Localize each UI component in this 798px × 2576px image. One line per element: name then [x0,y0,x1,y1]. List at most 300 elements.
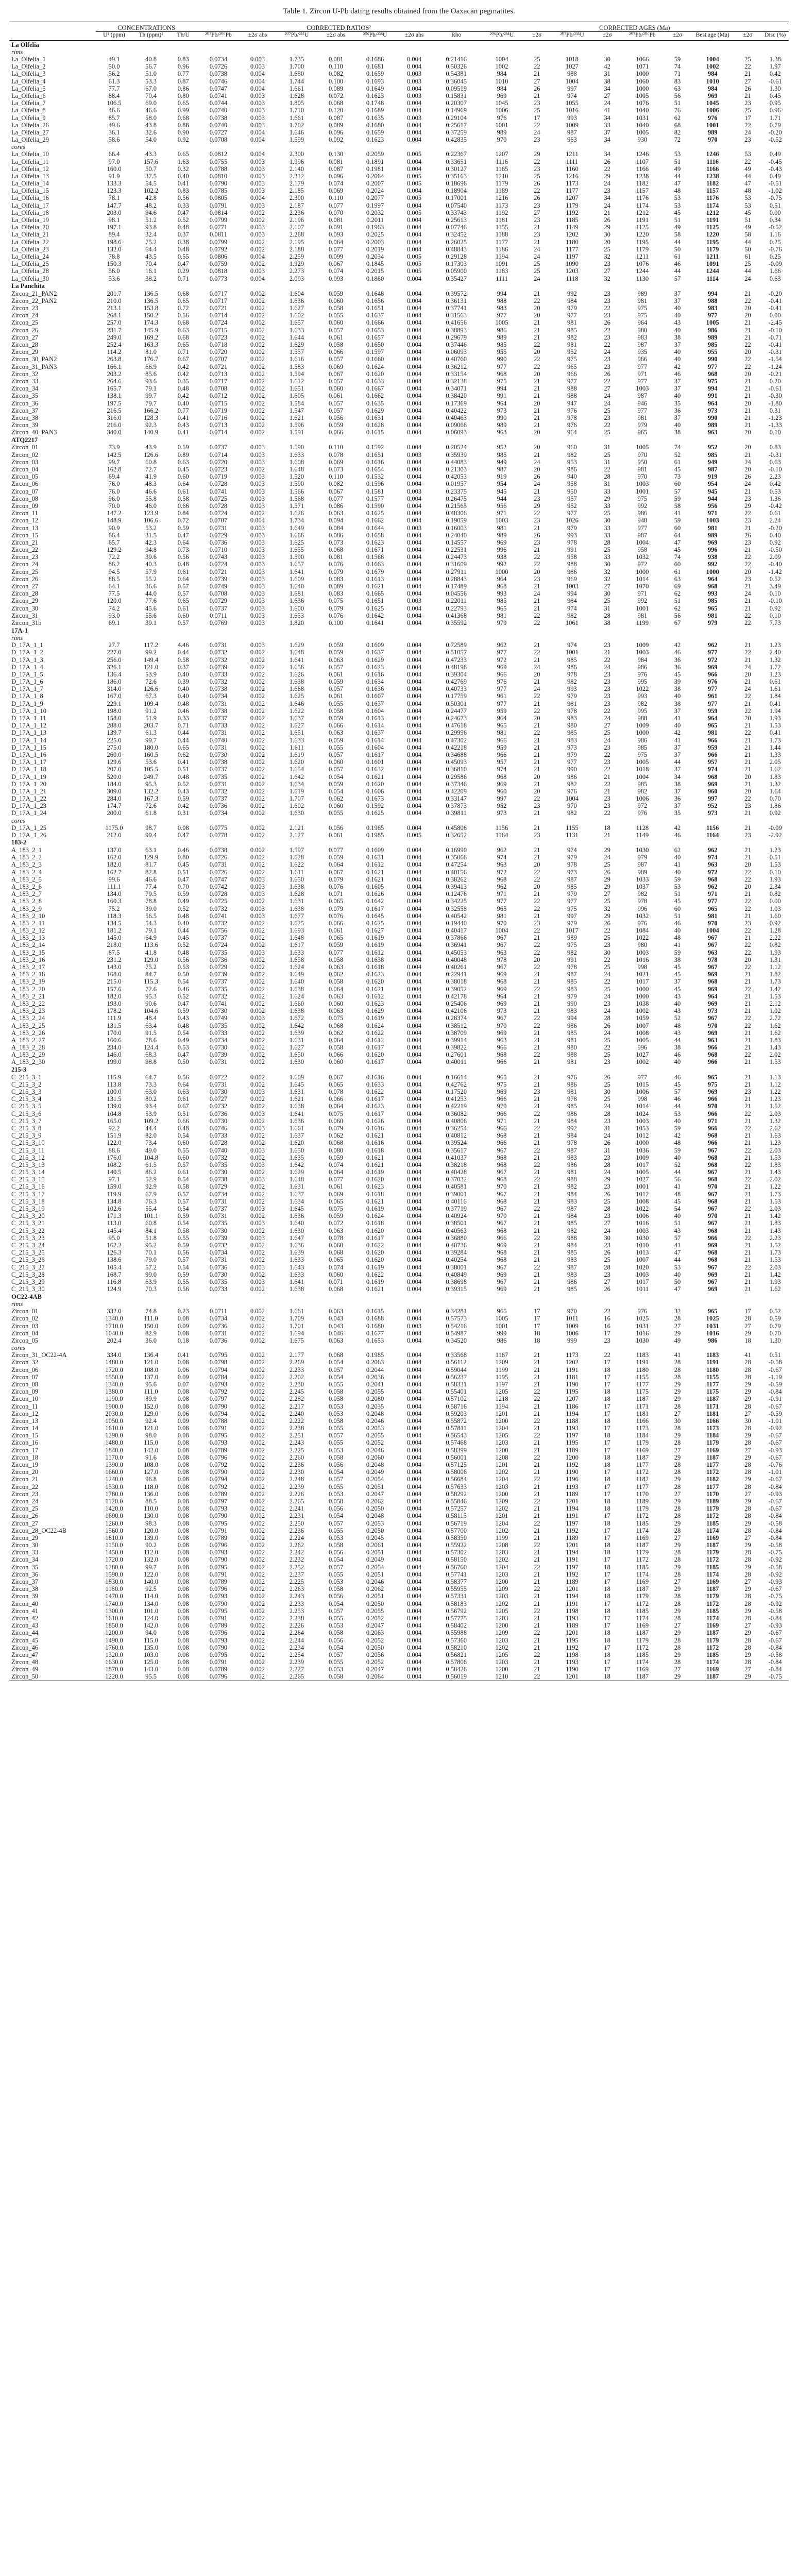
table-cell: 0.002 [250,326,265,334]
table-cell: 77.6 [145,597,157,605]
table-cell: 21 [533,546,540,554]
table-cell: 0.002 [250,868,265,876]
table-cell: 48.2 [145,201,157,209]
table-cell: 84.7 [145,971,157,978]
table-cell: 22 [744,363,751,370]
table-cell: 41 [674,510,681,517]
table-cell: 21 [744,421,751,429]
table-cell: 70.3 [145,1285,157,1293]
table-row [9,729,789,736]
table-cell: 0.52 [177,905,189,912]
table-cell: 0.72 [177,517,189,524]
table-cell: 984 [497,70,507,78]
table-cell: 23 [604,297,610,304]
table-cell: 0.071 [328,1278,344,1285]
table-cell: 1.83 [769,773,781,781]
table-cell: 969 [497,999,507,1007]
table-cell: 0.70 [769,795,781,803]
table-cell: 0.100 [328,619,344,626]
table-row [9,421,789,429]
table-cell: 0.0790 [209,1556,228,1564]
table-cell: 0.27601 [446,1051,467,1059]
table-cell: 982 [567,333,577,341]
table-cell: 40 [674,999,681,1007]
table-cell: 26 [744,473,751,481]
table-cell: 1.73 [769,1190,781,1198]
table-cell: -1.33 [768,421,782,429]
table-cell: 28 [744,1468,751,1476]
table-cell: 0.002 [250,956,265,963]
table-cell: 0.1616 [366,1073,384,1081]
table-cell: 20 [533,429,540,436]
table-row [9,1168,789,1176]
table-cell: 0.45806 [446,824,467,832]
table-cell: 40 [674,348,681,356]
table-cell: 70.4 [145,260,157,268]
table-cell: 20 [533,348,540,356]
table-row [9,766,789,773]
table-cell: 44.4 [145,1124,157,1132]
table-cell: 22 [533,1607,540,1615]
table-cell: 22 [533,158,540,165]
table-cell: 2.237 [289,1570,304,1578]
table-cell: 0.08 [177,1519,189,1527]
table-cell: 21 [744,758,751,766]
table-cell: 28 [744,1402,751,1410]
table-cell: 120.0 [107,597,122,605]
table-cell: 89.9 [145,1395,157,1403]
table-cell: 43.8 [145,121,157,129]
table-cell: 0.51 [177,1110,189,1117]
table-cell: 0.002 [250,209,265,216]
table-cell: 18 [604,1388,610,1396]
table-cell: 0.08 [177,1512,189,1520]
table-cell: 2.187 [289,201,304,209]
table-row [9,480,789,487]
table-cell: 973 [707,1007,718,1015]
table-cell: 1300.0 [105,1607,123,1615]
table-cell: 58.6 [108,136,120,144]
table-cell: 0.00 [769,312,781,319]
table-cell: 73.4 [145,1139,157,1147]
table-cell: 23 [604,692,610,700]
table-cell: 962 [707,883,718,890]
table-cell: 23 [533,831,540,839]
table-cell: 974 [567,92,577,100]
table-cell: 1.641 [289,1278,304,1285]
table-cell: -0.67 [768,1629,782,1637]
table-cell: 964 [497,715,507,722]
table-cell: 970 [707,1183,718,1191]
table-cell: 0.079 [328,568,344,575]
table-cell: 215.0 [107,978,122,986]
table-cell: 218.0 [107,941,122,949]
table-cell: 37 [674,377,681,385]
table-cell: 0.48 [177,773,189,781]
table-cell: 86.2 [108,561,120,568]
table-cell: 23 [744,538,751,546]
table-cell: 0.55 [177,252,189,260]
table-cell: 0.0792 [209,245,228,253]
table-cell: 966 [707,1110,718,1117]
table-cell: 1189 [566,1490,579,1498]
table-cell: 1155 [495,224,508,231]
table-cell: 21 [533,92,540,100]
table-cell: 2.273 [289,267,304,275]
analysis-id: D_17A_1_10 [11,707,47,715]
table-cell: 1189 [706,1497,719,1505]
table-cell: 128.3 [144,414,159,421]
table-cell: 930 [637,136,648,144]
table-cell: 59 [674,948,681,956]
table-cell: 1169 [636,1666,649,1673]
table-cell: 0.26475 [446,495,467,502]
table-cell: 0.004 [407,700,422,707]
table-cell: 1.645 [289,1205,304,1213]
table-cell: 0.10 [769,429,781,436]
table-cell: 115.0 [144,1636,158,1644]
table-cell: 0.1621 [366,1161,384,1168]
table-cell: 22 [604,656,610,664]
table-cell: 0.43 [177,421,189,429]
table-cell: 968 [707,1256,718,1264]
table-cell: 1179 [636,245,649,253]
table-cell: 174.3 [144,319,159,327]
table-cell: 968 [497,370,507,378]
table-cell: 30 [674,1417,681,1425]
table-cell: 1210 [495,172,508,180]
table-cell: 1201 [565,1541,579,1549]
table-cell: 990 [707,355,718,363]
table-cell: 944 [707,495,718,502]
table-cell: 1189 [566,1534,579,1541]
table-row [9,1585,789,1592]
table-cell: 23 [533,216,540,224]
table-cell: 0.39284 [446,1249,467,1257]
table-row [9,978,789,985]
table-cell: 0.002 [250,355,265,363]
table-cell: 1022 [636,685,649,693]
table-cell: 2.252 [289,1563,304,1571]
table-cell: 0.074 [328,267,344,275]
table-cell: 42 [674,363,681,370]
table-cell: 25 [533,172,540,180]
table-cell: -0.20 [768,290,782,297]
table-cell: 20 [533,773,540,781]
table-row [9,781,789,788]
table-cell: 971 [497,510,507,517]
table-cell: 985 [707,597,718,605]
table-cell: 975 [637,312,648,319]
table-cell: 994 [567,1014,577,1022]
table-cell: 0.002 [250,861,265,869]
table-cell: 0.44 [177,649,189,656]
table-cell: 22 [533,795,540,803]
table-cell: 118.3 [107,912,122,920]
table-cell: 1005 [636,758,649,766]
table-cell: 25 [604,406,610,414]
table-cell: 0.2051 [366,1549,384,1556]
table-cell: 0.0737 [209,1205,228,1213]
table-cell: 0.003 [250,1088,265,1096]
table-cell: 25 [604,1256,610,1264]
table-cell: 0.92 [769,919,781,927]
table-cell: 0.067 [328,260,344,268]
table-cell: 1016 [706,1329,719,1337]
table-cell: 28 [674,1315,681,1323]
table-cell: 0.18696 [446,180,467,188]
table-cell: 49.6 [108,121,120,129]
table-cell: 0.1607 [366,692,384,700]
table-cell: 945 [707,487,718,495]
table-cell: 984 [567,1212,577,1220]
table-cell: 56 [674,1176,681,1183]
analysis-id: A_183_2_23 [11,1007,45,1015]
table-cell: 970 [497,919,507,927]
table-cell: 0.062 [328,1132,344,1140]
table-cell: 21 [744,1227,751,1234]
analysis-id: Zircon_14 [11,1425,39,1432]
table-cell: 965 [497,1073,507,1081]
table-cell: 1216 [565,172,579,180]
table-cell: 1.645 [289,1080,304,1088]
table-cell: 992 [497,561,507,568]
table-cell: 967 [497,1263,507,1271]
table-cell: 960 [707,787,718,795]
table-cell: 20 [744,670,751,678]
table-cell: 0.004 [407,1146,422,1154]
table-row [9,583,789,590]
table-cell: 991 [567,956,577,963]
table-cell: 1.639 [289,1249,304,1257]
table-cell: 0.0729 [209,597,228,605]
table-cell: 21 [744,743,751,751]
table-cell: 980 [637,941,648,949]
table-cell: 21 [533,758,540,766]
table-cell: 1150.0 [105,1541,123,1549]
table-cell: 0.065 [328,1080,344,1088]
table-cell: 0.004 [250,77,265,85]
table-cell: 0.60 [177,1154,189,1161]
table-row [9,173,789,180]
table-cell: 0.002 [250,1658,265,1666]
table-cell: 27 [674,1446,681,1454]
table-cell: 0.1631 [366,854,384,861]
table-cell: 28 [744,1636,751,1644]
table-cell: 0.2056 [366,1651,384,1658]
table-cell: 1197 [495,1380,508,1388]
table-cell: 0.08 [177,1505,189,1513]
table-cell: 0.0792 [209,1461,228,1469]
table-row [9,605,789,612]
table-row [9,809,789,817]
table-cell: 54 [674,1205,681,1213]
table-cell: 0.47 [177,1051,189,1059]
table-cell: 981 [567,1088,577,1096]
table-cell: 0.002 [250,297,265,304]
table-cell: 1.633 [289,948,304,956]
table-cell: 1149 [636,831,649,839]
table-cell: 21 [533,1402,540,1410]
table-cell: 976 [567,406,577,414]
table-cell: 0.55955 [446,1585,467,1593]
table-cell: 0.2047 [366,1490,384,1498]
table-cell: 21 [533,392,540,400]
table-cell: 0.053 [328,1410,344,1417]
table-cell: 40 [674,1058,681,1066]
table-cell: 0.08 [177,1541,189,1549]
table-cell: 1.93 [769,948,781,956]
table-cell: 978 [567,1095,577,1103]
analysis-id: C_215_3_22 [11,1227,45,1234]
table-cell: 1174 [706,201,719,209]
table-cell: 79.1 [145,385,157,393]
table-cell: 334.0 [107,1351,122,1359]
table-cell: 22 [744,948,751,956]
table-cell: 48 [674,1190,681,1198]
table-cell: 1156 [495,824,508,832]
table-row [9,1022,789,1029]
table-cell: 0.1577 [366,495,384,502]
table-cell: 21 [533,406,540,414]
analysis-id: C_215_3_20 [11,1212,45,1220]
table-cell: -0.76 [768,245,782,253]
table-cell: 21 [533,1512,540,1520]
table-cell: 21 [533,1197,540,1205]
table-cell: 1.611 [290,743,304,751]
table-cell: 0.004 [407,1007,422,1015]
table-cell: 78.8 [145,897,157,905]
analysis-id: Zircon_13 [11,524,39,532]
table-cell: 29 [533,502,540,510]
table-cell: 1.82 [769,971,781,978]
table-cell: 26 [604,319,610,327]
table-cell: 0.003 [407,70,422,78]
analysis-id: C_215_3_19 [11,1205,45,1213]
table-cell: 0.44 [177,729,189,737]
table-cell: 21 [744,546,751,554]
table-cell: 94.0 [145,1629,157,1637]
table-cell: 21 [744,1036,751,1044]
table-cell: 0.37866 [446,934,467,942]
table-cell: 0.51057 [446,649,467,656]
table-cell: 0.004 [250,194,265,202]
table-cell: 1.633 [289,1256,304,1264]
column-header: Best age (Ma) [691,32,734,41]
table-cell: 147.2 [107,510,122,517]
table-cell: 968 [707,1132,718,1140]
table-cell: 0.41 [769,700,781,707]
table-cell: 0.33 [177,201,189,209]
table-row [9,158,789,165]
table-cell: 1149 [566,224,579,231]
table-cell: 41 [674,715,681,722]
table-cell: 1004 [706,927,719,935]
table-cell: 1.83 [769,1219,781,1227]
table-cell: 38.2 [145,275,157,282]
table-cell: 0.003 [250,1161,265,1168]
table-cell: 29 [674,1585,681,1593]
table-cell: 1116 [495,158,508,165]
table-cell: 0.002 [250,1476,265,1483]
table-cell: 42 [674,729,681,737]
table-cell: 966 [707,1095,718,1103]
table-cell: 56 [674,612,681,619]
table-cell: 0.057 [328,406,344,414]
section-label: rims [11,1300,23,1308]
table-cell: 0.58716 [446,1402,467,1410]
table-cell: 0.004 [407,502,422,510]
table-cell: 0.004 [407,846,422,854]
table-cell: 0.061 [328,1183,344,1191]
table-cell: 108.0 [144,1461,159,1469]
table-cell: 125.0 [144,1658,159,1666]
table-cell: 0.0778 [209,831,228,839]
table-cell: 1.631 [289,897,304,905]
table-cell: 0.003 [407,92,422,100]
table-cell: 2.217 [289,1402,304,1410]
table-cell: 1.735 [289,56,304,63]
table-cell: 0.1619 [366,1205,384,1213]
table-cell: 2.03 [769,1110,781,1117]
table-cell: 0.57 [177,1161,189,1168]
table-cell: 958 [637,546,648,554]
analysis-id: Zircon_04 [11,466,39,473]
table-cell: 0.0788 [209,165,228,173]
table-cell: 0.004 [407,1205,422,1213]
table-cell: 0.004 [407,1432,422,1439]
table-cell: 0.069 [328,1190,344,1198]
table-cell: 0.065 [328,897,344,905]
table-cell: 0.1680 [366,121,384,129]
table-cell: 0.081 [328,216,344,224]
table-cell: 0.004 [407,985,422,993]
table-cell: 18 [604,1541,610,1549]
table-row [9,869,789,876]
table-cell: 1.73 [769,736,781,744]
table-cell: 0.1620 [366,370,384,378]
table-cell: 69.1 [108,619,120,626]
table-cell: 21 [744,1103,751,1110]
table-cell: 0.1617 [366,1110,384,1117]
table-cell: 76.3 [145,1197,157,1205]
table-cell: 938 [497,553,507,561]
table-cell: 22 [533,355,540,363]
table-cell: 0.002 [250,985,265,993]
table-cell: 1720.0 [105,1366,123,1374]
table-cell: 47 [674,1285,681,1293]
table-cell: 979 [567,751,577,758]
table-cell: 45 [674,971,681,978]
table-cell: 2.240 [289,1410,304,1417]
table-cell: 0.004 [407,231,422,239]
table-cell: 989 [637,868,648,876]
table-cell: 260.0 [107,751,122,758]
analysis-id: A_183_2_19 [11,978,45,986]
table-cell: 0.67 [177,355,189,363]
table-cell: 82.8 [145,868,157,876]
table-cell: 1.62 [769,766,781,773]
table-cell: 0.091 [328,224,344,231]
table-cell: 1.73 [769,978,781,986]
table-cell: 21 [533,1227,540,1234]
table-cell: 952 [707,444,718,451]
table-cell: 0.004 [407,1329,422,1337]
table-cell: 0.83 [177,187,189,195]
table-cell: 123.9 [144,510,159,517]
table-cell: 104.8 [144,1154,159,1161]
table-cell: 0.58210 [446,1643,467,1651]
